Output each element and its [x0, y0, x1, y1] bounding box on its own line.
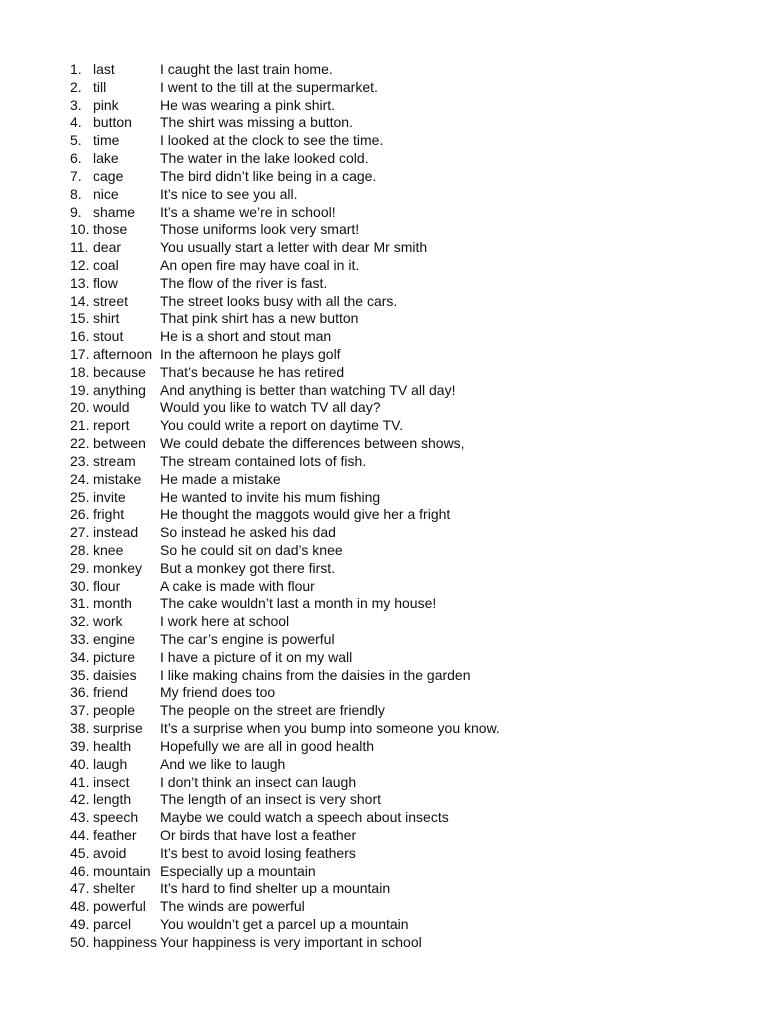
list-item	[70, 221, 690, 239]
item-sentence: The people on the street are friendly	[160, 702, 385, 719]
item-sentence: I have a picture of it on my wall	[160, 648, 353, 665]
item-sentence: And we like to laugh	[160, 755, 286, 772]
item-sentence: He thought the maggots would give her a fright	[160, 506, 451, 523]
item-number: 5.	[70, 132, 82, 149]
item-sentence: I like making chains from the daisies in the garden	[160, 666, 471, 683]
item-word: fright	[93, 506, 125, 523]
item-word: invite	[93, 488, 126, 505]
item-sentence: The flow of the river is fast.	[160, 274, 328, 291]
item-word: lake	[93, 150, 119, 167]
item-sentence: The bird didn’t like being in a cage.	[160, 167, 377, 184]
item-sentence: You wouldn’t get a parcel up a mountain	[160, 916, 409, 932]
list-item	[70, 898, 690, 916]
item-word: instead	[93, 524, 139, 541]
item-number: 19.	[70, 381, 90, 398]
list-item	[70, 845, 690, 863]
item-number: 22.	[70, 435, 90, 452]
list-item	[70, 257, 690, 275]
item-word: speech	[93, 809, 139, 826]
item-number: 41.	[70, 773, 90, 790]
item-sentence: In the afternoon he plays golf	[160, 346, 341, 362]
item-number: 2.	[70, 78, 82, 95]
item-sentence: The length of an insect is very short	[160, 791, 381, 808]
item-word: would	[93, 399, 130, 416]
list-item	[70, 275, 690, 293]
item-word: monkey	[93, 559, 143, 576]
item-number: 13.	[70, 274, 90, 291]
item-sentence: Hopefully we are all in good health	[160, 737, 375, 754]
item-sentence: So he could sit on dad’s knee	[160, 541, 343, 558]
item-sentence: It’s best to avoid losing feathers	[160, 844, 356, 861]
list-item	[70, 310, 690, 328]
item-number: 42.	[70, 791, 90, 808]
item-number: 15.	[70, 310, 90, 327]
item-number: 27.	[70, 524, 90, 541]
item-sentence: It’s a surprise when you bump into someone you know.	[160, 720, 500, 737]
item-word: those	[93, 221, 128, 238]
list-item	[70, 186, 690, 204]
item-number: 21.	[70, 417, 90, 434]
item-number: 37.	[70, 702, 90, 719]
list-item	[70, 114, 690, 132]
item-word: length	[93, 791, 132, 808]
item-word: shirt	[93, 310, 120, 327]
item-sentence: An open fire may have coal in it.	[160, 256, 360, 273]
item-word: button	[93, 114, 132, 131]
item-word: afternoon	[93, 346, 153, 362]
list-item	[70, 649, 690, 667]
item-sentence: The shirt was missing a button.	[160, 114, 353, 131]
list-item	[70, 667, 690, 685]
item-number: 38.	[70, 720, 90, 737]
item-number: 45.	[70, 844, 90, 861]
item-sentence: He is a short and stout man	[160, 328, 332, 345]
item-word: stream	[93, 452, 136, 469]
list-item	[70, 471, 690, 489]
item-word: between	[93, 435, 146, 452]
item-word: report	[93, 417, 130, 434]
list-item	[70, 239, 690, 257]
item-word: time	[93, 132, 120, 149]
item-word: powerful	[93, 898, 146, 915]
item-sentence: It’s a shame we’re in school!	[160, 203, 336, 220]
item-sentence: Your happiness is very important in school	[160, 933, 422, 950]
item-word: nice	[93, 185, 119, 202]
item-word: anything	[93, 381, 146, 398]
item-sentence: It’s nice to see you all.	[160, 185, 298, 202]
item-number: 36.	[70, 684, 90, 701]
item-number: 7.	[70, 167, 82, 184]
item-word: shame	[93, 203, 136, 220]
list-item	[70, 435, 690, 453]
list-item	[70, 328, 690, 346]
list-item	[70, 631, 690, 649]
item-word: street	[93, 292, 129, 309]
item-word: happiness	[93, 933, 157, 950]
item-word: month	[93, 595, 132, 612]
item-sentence: I work here at school	[160, 613, 290, 630]
list-item	[70, 61, 690, 79]
list-item	[70, 364, 690, 382]
item-word: pink	[93, 96, 119, 113]
item-sentence: Maybe we could watch a speech about insects	[160, 809, 449, 826]
item-number: 44.	[70, 826, 90, 843]
item-sentence: And anything is better than watching TV all day!	[160, 381, 456, 398]
list-item	[70, 417, 690, 435]
item-sentence: I don’t think an insect can laugh	[160, 773, 357, 790]
list-item	[70, 738, 690, 756]
list-item	[70, 97, 690, 115]
list-item	[70, 595, 690, 613]
item-number: 33.	[70, 631, 90, 647]
item-sentence: The winds are powerful	[160, 898, 305, 915]
list-item	[70, 613, 690, 631]
item-word: laugh	[93, 755, 128, 772]
list-item	[70, 150, 690, 168]
list-item	[70, 132, 690, 150]
item-word: picture	[93, 648, 136, 665]
list-item	[70, 204, 690, 222]
item-number: 24.	[70, 470, 90, 487]
item-word: insect	[93, 773, 130, 790]
list-item	[70, 934, 690, 952]
item-number: 17.	[70, 346, 90, 362]
item-word: last	[93, 61, 115, 77]
item-sentence: He was wearing a pink shirt.	[160, 96, 336, 113]
list-item	[70, 774, 690, 792]
item-word: flour	[93, 577, 121, 594]
list-item	[70, 720, 690, 738]
list-item	[70, 542, 690, 560]
item-sentence: He made a mistake	[160, 470, 281, 487]
list-item	[70, 346, 690, 364]
item-sentence: That’s because he has retired	[160, 363, 345, 380]
list-item	[70, 809, 690, 827]
list-item	[70, 684, 690, 702]
item-number: 11.	[70, 239, 89, 256]
item-sentence: The car’s engine is powerful	[160, 631, 335, 647]
item-number: 35.	[70, 666, 90, 683]
item-number: 34.	[70, 648, 90, 665]
item-number: 18.	[70, 363, 90, 380]
item-word: work	[93, 613, 123, 630]
item-sentence: Especially up a mountain	[160, 862, 316, 879]
item-word: shelter	[93, 880, 136, 897]
item-number: 6.	[70, 150, 82, 167]
item-number: 10.	[70, 221, 90, 238]
list-item	[70, 916, 690, 934]
item-number: 26.	[70, 506, 90, 523]
item-number: 3.	[70, 96, 82, 113]
item-sentence: You could write a report on daytime TV.	[160, 417, 404, 434]
item-sentence: The water in the lake looked cold.	[160, 150, 369, 167]
item-word: health	[93, 737, 132, 754]
item-word: parcel	[93, 916, 132, 932]
item-sentence: That pink shirt has a new button	[160, 310, 359, 327]
list-item	[70, 293, 690, 311]
item-number: 25.	[70, 488, 90, 505]
item-sentence: You usually start a letter with dear Mr smith	[160, 239, 428, 256]
list-item	[70, 382, 690, 400]
item-number: 8.	[70, 185, 82, 202]
list-item	[70, 791, 690, 809]
item-word: till	[93, 78, 107, 95]
item-word: cage	[93, 167, 124, 184]
item-number: 16.	[70, 328, 90, 345]
item-number: 32.	[70, 613, 90, 630]
item-word: engine	[93, 631, 136, 647]
list-item	[70, 578, 690, 596]
item-sentence: Would you like to watch TV all day?	[160, 399, 381, 416]
item-number: 30.	[70, 577, 90, 594]
item-word: avoid	[93, 844, 127, 861]
item-number: 12.	[70, 256, 90, 273]
item-word: surprise	[93, 720, 143, 737]
list-item	[70, 880, 690, 898]
list-item	[70, 863, 690, 881]
item-number: 4.	[70, 114, 82, 131]
item-number: 39.	[70, 737, 90, 754]
item-sentence: It’s hard to find shelter up a mountain	[160, 880, 391, 897]
item-word: knee	[93, 541, 124, 558]
item-number: 23.	[70, 452, 90, 469]
item-word: coal	[93, 256, 119, 273]
item-number: 29.	[70, 559, 90, 576]
item-number: 48.	[70, 898, 90, 915]
item-sentence: A cake is made with flour	[160, 577, 315, 594]
list-item	[70, 524, 690, 542]
item-number: 50.	[70, 933, 90, 950]
item-sentence: The cake wouldn’t last a month in my house!	[160, 595, 437, 612]
item-number: 1.	[70, 61, 82, 77]
item-sentence: I caught the last train home.	[160, 61, 333, 77]
word-list	[70, 61, 690, 952]
list-item	[70, 399, 690, 417]
item-number: 43.	[70, 809, 90, 826]
item-word: because	[93, 363, 146, 380]
item-word: stout	[93, 328, 124, 345]
item-number: 28.	[70, 541, 90, 558]
list-item	[70, 827, 690, 845]
list-item	[70, 453, 690, 471]
item-sentence: I went to the till at the supermarket.	[160, 78, 378, 95]
list-item	[70, 506, 690, 524]
item-sentence: But a monkey got there first.	[160, 559, 336, 576]
item-number: 47.	[70, 880, 90, 897]
item-word: mistake	[93, 470, 142, 487]
item-number: 31.	[70, 595, 90, 612]
item-number: 20.	[70, 399, 90, 416]
item-sentence: The street looks busy with all the cars.	[160, 292, 398, 309]
list-item	[70, 702, 690, 720]
item-sentence: I looked at the clock to see the time.	[160, 132, 384, 149]
item-sentence: Those uniforms look very smart!	[160, 221, 360, 238]
item-word: friend	[93, 684, 129, 701]
item-sentence: We could debate the differences between shows,	[160, 435, 465, 452]
item-sentence: So instead he asked his dad	[160, 524, 336, 541]
item-number: 49.	[70, 916, 90, 932]
item-word: mountain	[93, 862, 151, 879]
item-word: flow	[93, 274, 118, 291]
list-item	[70, 756, 690, 774]
item-word: dear	[93, 239, 122, 256]
item-sentence: The stream contained lots of fish.	[160, 452, 367, 469]
item-number: 14.	[70, 292, 90, 309]
item-sentence: He wanted to invite his mum fishing	[160, 488, 381, 505]
list-item	[70, 79, 690, 97]
item-sentence: Or birds that have lost a feather	[160, 826, 357, 843]
item-word: feather	[93, 826, 137, 843]
list-item	[70, 489, 690, 507]
item-sentence: My friend does too	[160, 684, 276, 701]
item-number: 9.	[70, 203, 82, 220]
item-word: daisies	[93, 666, 137, 683]
item-number: 46.	[70, 862, 90, 879]
list-item	[70, 168, 690, 186]
item-word: people	[93, 702, 136, 719]
item-number: 40.	[70, 755, 90, 772]
list-item	[70, 560, 690, 578]
